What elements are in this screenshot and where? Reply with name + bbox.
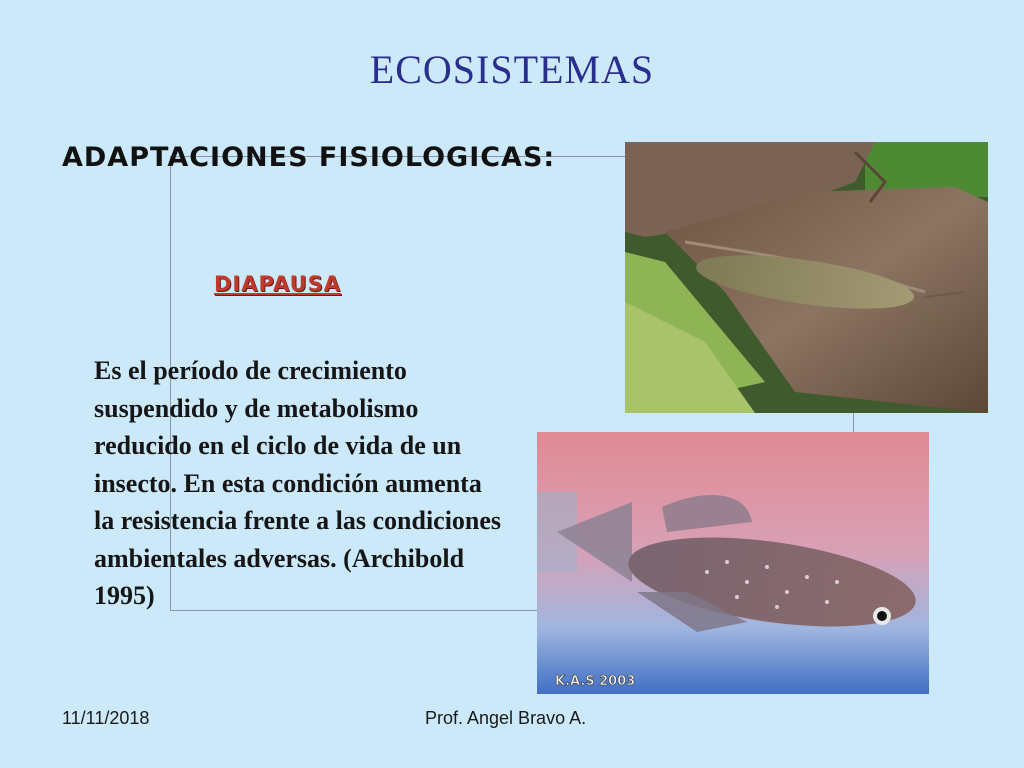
insect-photo [625,142,988,413]
term-heading: DIAPAUSA [214,272,341,296]
footer-author: Prof. Angel Bravo A. [425,708,587,728]
definition-text: Es el período de crecimiento suspendido y de metabolismo reducido en el ciclo de vida de un insecto. En esta condición aumenta la resistencia frente a las condiciones ambientales adversas. (Archibold 1995) [94,356,502,610]
slide-subtitle: ADAPTACIONES FISIOLOGICAS: [62,142,556,173]
slide-title: ECOSISTEMAS [369,47,655,92]
footer-date: 11/11/2018 [62,708,150,728]
fish-photo [537,432,929,694]
fish-watermark: K.A.S 2003 [555,674,636,689]
frame-line-right [853,412,854,434]
